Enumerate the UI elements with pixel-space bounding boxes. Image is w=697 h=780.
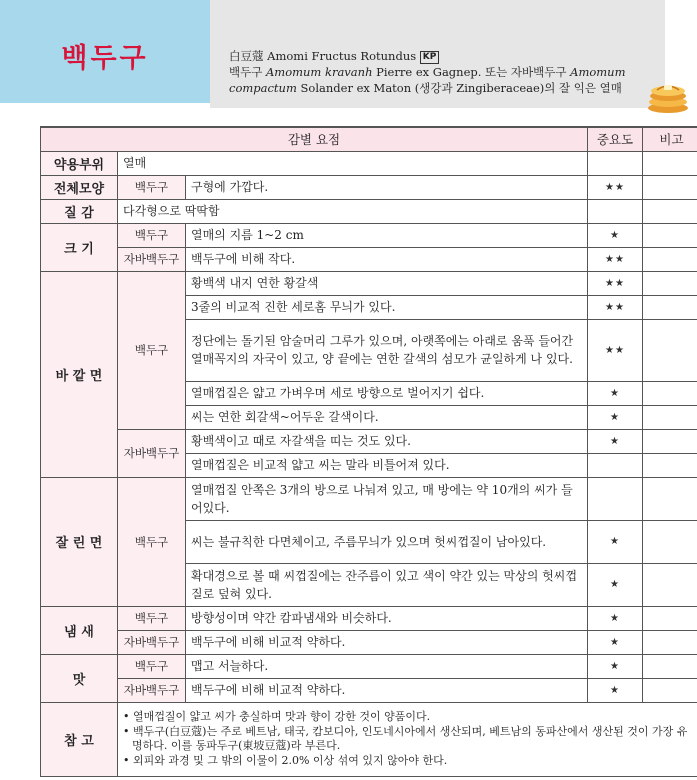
table-row: [41, 702, 697, 776]
identification-table-wrap: [40, 126, 688, 777]
row-label: 잘 린 면: [41, 477, 118, 606]
cell-sub: 백두구: [118, 606, 186, 630]
row-label: 맛: [41, 654, 118, 702]
cell-sub: 백두구: [118, 223, 186, 247]
table-row: [41, 429, 697, 453]
table-row: [41, 678, 697, 702]
cell-desc: 열매껍질은 비교적 얇고 씨는 말라 비틀어져 있다.: [186, 453, 588, 477]
table-row: [41, 654, 697, 678]
row-label: 질 감: [41, 199, 118, 223]
cell-desc: 씨는 불규칙한 다면체이고, 주름무늬가 있으며 헛씨껍질이 남아있다.: [186, 520, 588, 563]
cell-desc: 확대경으로 볼 때 씨껍질에는 잔주름이 있고 색이 약간 있는 막상의 헛씨껍질로 덮혀 있다.: [186, 563, 588, 606]
table-row: [41, 175, 697, 199]
page-title: 백두구: [61, 43, 149, 74]
importance-stars: ★★: [588, 175, 643, 199]
table-row: [41, 223, 697, 247]
herb-description: [229, 48, 659, 96]
criteria-header: 감별 요점: [41, 127, 588, 151]
cell-desc: 열매: [118, 151, 588, 175]
table-row: [41, 151, 697, 175]
importance-stars: ★: [588, 563, 643, 606]
importance-stars: ★: [588, 429, 643, 453]
table-row: [41, 271, 697, 295]
pancake-stack-icon: [645, 80, 691, 114]
reference-list: [123, 710, 695, 768]
description-line-2: 백두구 Amomum kravanh Pierre ex Gagnep. 또는 자바백두구 Amomum: [229, 65, 626, 79]
list-item: • 백두구(白豆蔻)는 주로 베트남, 태국, 캄보디아, 인도네시아에서 생산되며, 베트남의 동파산에서 생산된 것이 가장 유명하다. 이를 동파두구(東坡豆蔻)라 부른다.: [123, 724, 688, 752]
hanja-name: 白豆蔻: [229, 49, 264, 63]
cell-desc: 열매껍질은 얇고 가벼우며 세로 방향으로 벌어지기 쉽다.: [186, 381, 588, 405]
cell-sub: 백두구: [118, 477, 186, 606]
importance-stars: ★: [588, 223, 643, 247]
description-line-1: [229, 48, 659, 64]
importance-stars: ★: [588, 630, 643, 654]
row-label: 냄 새: [41, 606, 118, 654]
cell-sub: 백두구: [118, 654, 186, 678]
cell-sub: 자바백두구: [118, 678, 186, 702]
table-row: [41, 606, 697, 630]
remarks-header: 비고: [643, 127, 697, 151]
table-row: [41, 247, 697, 271]
importance-stars: ★★: [588, 271, 643, 295]
row-label: 크 기: [41, 223, 118, 271]
description-line-3: compactum Solander ex Maton (생강과 Zingiberaceae)의 잘 익은 열매: [229, 81, 622, 95]
reference-notes: [118, 702, 697, 776]
cell-desc: 백두구에 비해 작다.: [186, 247, 588, 271]
kp-badge: KP: [420, 51, 440, 64]
cell-desc: 정단에는 돌기된 암술머리 그루가 있으며, 아랫쪽에는 아래로 움푹 들어간 열매꼭지의 자국이 있고, 양 끝에는 연한 갈색의 섬모가 균일하게 나 있다.: [186, 319, 588, 381]
importance-stars: ★★: [588, 295, 643, 319]
cell-desc: 황백색이고 때로 자갈색을 띠는 것도 있다.: [186, 429, 588, 453]
cell-desc: 황백색 내지 연한 황갈색: [186, 271, 588, 295]
table-header-row: [41, 127, 697, 151]
row-label: 바 깥 면: [41, 271, 118, 477]
cell-sub: 자바백두구: [118, 429, 186, 477]
row-label: 전체모양: [41, 175, 118, 199]
cell-desc: 구형에 가깝다.: [186, 175, 588, 199]
cell-desc: 맵고 서늘하다.: [186, 654, 588, 678]
importance-stars: ★: [588, 678, 643, 702]
importance-stars: ★: [588, 520, 643, 563]
cell-sub: 자바백두구: [118, 630, 186, 654]
cell-desc: 방향성이며 약간 캄파냄새와 비슷하다.: [186, 606, 588, 630]
cell-sub: 백두구: [118, 175, 186, 199]
cell-sub: 백두구: [118, 271, 186, 429]
title-box: [0, 0, 210, 103]
importance-stars: ★★: [588, 247, 643, 271]
cell-desc: 열매의 지름 1~2 cm: [186, 223, 588, 247]
cell-desc: 백두구에 비해 비교적 약하다.: [186, 630, 588, 654]
identification-table: [40, 126, 697, 777]
table-row: [41, 199, 697, 223]
cell-desc: 열매껍질 안쪽은 3개의 방으로 나눠져 있고, 매 방에는 약 10개의 씨가 들어있다.: [186, 477, 588, 520]
table-row: [41, 630, 697, 654]
table-row: [41, 477, 697, 520]
row-label: 참 고: [41, 702, 118, 776]
cell-sub: 자바백두구: [118, 247, 186, 271]
cell-desc: 백두구에 비해 비교적 약하다.: [186, 678, 588, 702]
importance-stars: ★: [588, 654, 643, 678]
importance-header: 중요도: [588, 127, 643, 151]
importance-stars: ★: [588, 606, 643, 630]
list-item: • 외피와 과경 및 그 밖의 이물이 2.0% 이상 섞여 있지 않아야 한다.: [123, 753, 448, 767]
importance-stars: ★: [588, 381, 643, 405]
cell-desc: 씨는 연한 회갈색~어두운 갈색이다.: [186, 405, 588, 429]
cell-desc: 3줄의 비교적 진한 세로홈 무늬가 있다.: [186, 295, 588, 319]
list-item: • 열매껍질이 얇고 씨가 충실하며 맛과 향이 강한 것이 양품이다.: [123, 710, 431, 723]
latin-name: Amomi Fructus Rotundus: [267, 49, 417, 63]
importance-stars: ★★: [588, 319, 643, 381]
row-label: 약용부위: [41, 151, 118, 175]
importance-stars: ★: [588, 405, 643, 429]
cell-desc: 다각형으로 딱딱함: [118, 199, 588, 223]
